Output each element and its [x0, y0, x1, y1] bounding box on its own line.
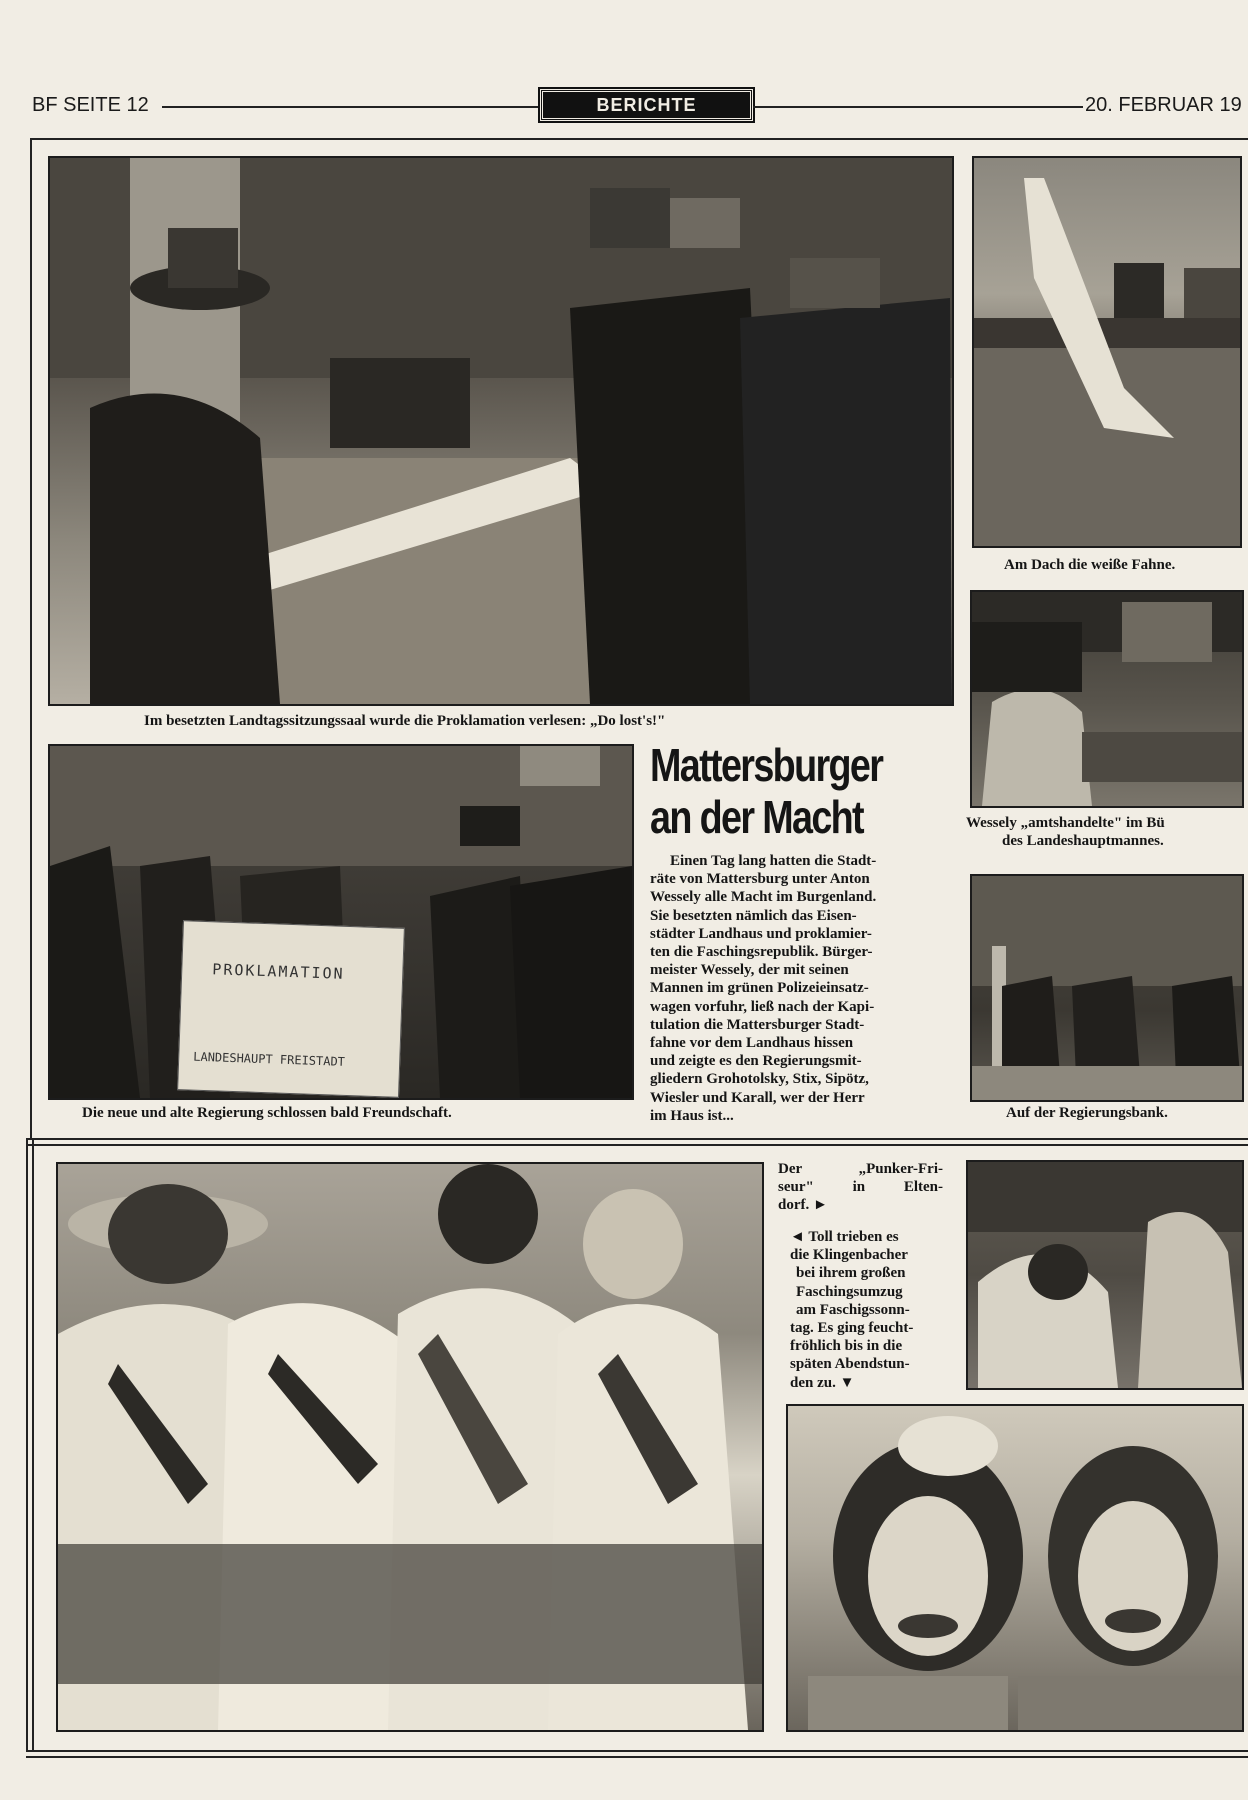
- top-frame-line: [30, 138, 1248, 140]
- roof-photo: [972, 156, 1242, 548]
- article-body-line: Wiesler und Karall, wer der Herr: [650, 1089, 865, 1106]
- klingenbach-line: am Faschigssonn-: [796, 1301, 910, 1318]
- article-body-line: meister Wessely, der mit seinen: [650, 962, 849, 979]
- punker-caption: [778, 1160, 943, 1215]
- article-body-line: Sie besetzten nämlich das Eisen-: [650, 907, 857, 924]
- article-headline-line2: an der Macht: [650, 791, 863, 843]
- left-frame-line: [30, 138, 32, 1138]
- page-folio: BF SEITE 12: [32, 94, 149, 116]
- article-body-line: Einen Tag lang hatten die Stadt-: [670, 853, 877, 869]
- article-body-line: städter Landhaus und proklamier-: [650, 925, 872, 942]
- article-body-line: Mannen im grünen Polizeieinsatz-: [650, 980, 869, 997]
- bottom-frame-line: [26, 1750, 1248, 1758]
- sign-line2: LANDESHAUPT FREISTADT: [193, 1049, 346, 1069]
- article-body-line: und zeigte es den Regierungsmit-: [650, 1053, 862, 1070]
- main-photo-landtag: [48, 156, 954, 706]
- page-date: 20. FEBRUAR 19: [1085, 94, 1242, 116]
- roof-photo-caption: Am Dach die weiße Fahne.: [1004, 557, 1176, 573]
- proklamation-sign: [177, 920, 405, 1098]
- group-photo-government: [48, 744, 634, 1100]
- klingenbach-line: tag. Es ging feucht-: [790, 1320, 914, 1337]
- section-label: BERICHTE: [596, 95, 697, 115]
- group-photo-caption: Die neue und alte Regierung schlossen bald Freundschaft.: [82, 1105, 452, 1121]
- article-body-line: räte von Mattersburg unter Anton: [650, 871, 870, 888]
- office-photo-caption-line1: Wessely „amtshandelte" im Bü: [966, 815, 1165, 831]
- klingenbach-line: bei ihrem großen: [796, 1265, 906, 1282]
- parade-photo-klingenbach: [56, 1162, 764, 1732]
- punker-caption-line: dorf. ►: [778, 1197, 828, 1214]
- klingenbach-line: die Klingenbacher: [790, 1247, 908, 1264]
- article-body-line: wagen vorfuhr, ließ nach der Kapi-: [650, 998, 875, 1015]
- klingenbach-line: ◄ Toll trieben es: [790, 1229, 899, 1245]
- article-body: [650, 852, 950, 1125]
- article-body-line: fahne vor dem Landhaus hissen: [650, 1035, 854, 1052]
- klingenbach-line: fröhlich bis in die: [790, 1338, 903, 1355]
- lower-left-frame: [26, 1138, 34, 1750]
- klingenbach-line: späten Abendstun-: [790, 1356, 910, 1373]
- section-divider: [26, 1138, 1248, 1146]
- punker-caption-line: seur" in Elten-: [778, 1179, 943, 1196]
- main-photo-caption: Im besetzten Landtagssitzungssaal wurde die Proklamation verlesen: „Do lost's!": [144, 713, 666, 729]
- office-photo: [970, 590, 1244, 808]
- klingenbach-caption: [778, 1228, 948, 1392]
- klingenbach-line: Faschingsumzug: [796, 1283, 903, 1300]
- article-body-line: gliedern Grohotolsky, Stix, Sipötz,: [650, 1071, 869, 1088]
- klingenbach-line: den zu. ▼: [790, 1374, 855, 1391]
- header-rule-left: [162, 106, 540, 108]
- article-body-line: im Haus ist...: [650, 1107, 734, 1124]
- punker-photo: [966, 1160, 1244, 1390]
- clowns-photo: [786, 1404, 1244, 1732]
- header-rule-right: [753, 106, 1083, 108]
- article-body-line: tulation die Mattersburger Stadt-: [650, 1016, 865, 1033]
- bench-photo-caption: Auf der Regierungsbank.: [1006, 1105, 1168, 1121]
- article-headline-line1: Mattersburger: [650, 739, 883, 791]
- bench-photo: [970, 874, 1244, 1102]
- section-label-box: [540, 89, 753, 121]
- article-body-line: ten die Faschingsrepublik. Bürger-: [650, 944, 873, 961]
- punker-caption-line: Der „Punker-Fri-: [778, 1161, 943, 1177]
- article-body-line: Wessely alle Macht im Burgenland.: [650, 889, 877, 906]
- sign-line1: PROKLAMATION: [212, 960, 345, 983]
- office-photo-caption-line2: des Landeshauptmannes.: [1002, 833, 1164, 849]
